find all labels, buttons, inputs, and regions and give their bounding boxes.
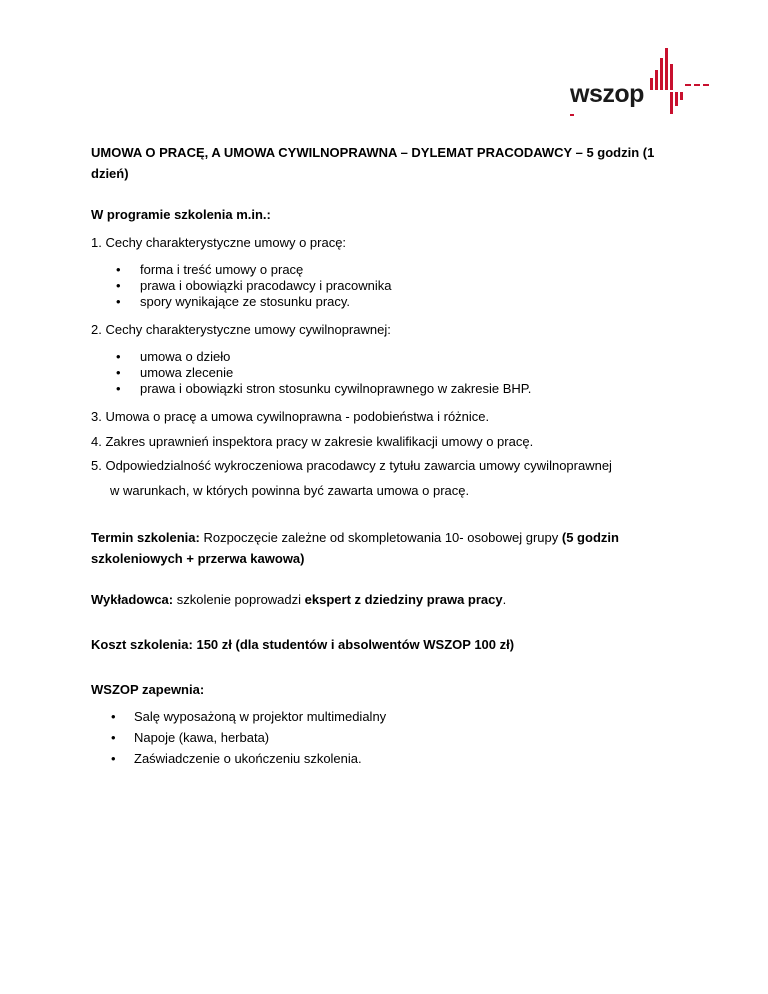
section2-heading: 2. Cechy charakterystyczne umowy cywilnoprawnej: <box>91 322 391 337</box>
termin-paragraph <box>91 527 671 569</box>
bullet: • <box>116 349 121 364</box>
termin-duration: (5 godzin szkoleniowych + przerwa kawowa) <box>91 530 619 566</box>
list-item: • spory wynikające ze stosunku pracy. <box>116 294 351 309</box>
program-heading: W programie szkolenia m.in.: <box>91 207 271 222</box>
section3: 3. Umowa o pracę a umowa cywilnoprawna - podobieństwa i różnice. <box>91 409 490 424</box>
wszop-logo <box>570 48 710 118</box>
wykladowca-expert: ekspert z dziedziny prawa pracy <box>304 592 503 607</box>
section1-list <box>116 262 616 310</box>
wykladowca-label: Wykładowca: <box>91 592 174 607</box>
list-item: • Zaświadczenie o ukończeniu szkolenia. <box>111 751 362 766</box>
section5-line2: w warunkach, w których powinna być zawarta umowa o pracę. <box>110 483 470 498</box>
bullet: • <box>116 365 121 380</box>
list-item: • forma i treść umowy o pracę <box>116 262 304 277</box>
zapewnia-list <box>111 709 611 772</box>
section1-heading: 1. Cechy charakterystyczne umowy o pracę: <box>91 235 347 250</box>
bullet: • <box>116 381 121 396</box>
termin-text: Rozpoczęcie zależne od skompletowania 10- osobowej grupy <box>199 530 562 545</box>
logo-text: wszop <box>570 80 644 108</box>
section2-list <box>116 349 676 397</box>
koszt-line: Koszt szkolenia: 150 zł (dla studentów i absolwentów WSZOP 100 zł) <box>91 637 515 652</box>
page-title: UMOWA O PRACĘ, A UMOWA CYWILNOPRAWNA – DYLEMAT PRACODAWCY – 5 godzin (1 dzień) <box>91 145 655 181</box>
termin-label: Termin szkolenia: <box>91 530 200 545</box>
wykladowca-paragraph: Wykładowca: szkolenie poprowadzi ekspert z dziedziny prawa pracy. <box>91 592 507 607</box>
wykladowca-text: szkolenie poprowadzi <box>173 592 305 607</box>
list-item: • umowa zlecenie <box>116 365 234 380</box>
bullet: • <box>116 294 121 309</box>
bullet: • <box>111 709 116 724</box>
bullet: • <box>116 262 121 277</box>
list-item: • umowa o dzieło <box>116 349 231 364</box>
list-item: • prawa i obowiązki pracodawcy i pracownika <box>116 278 392 293</box>
list-item: • prawa i obowiązki stron stosunku cywilnoprawnego w zakresie BHP. <box>116 381 532 396</box>
section5-line1: 5. Odpowiedzialność wykroczeniowa pracodawcy z tytułu zawarcia umowy cywilnoprawnej <box>91 458 612 473</box>
section4: 4. Zakres uprawnień inspektora pracy w zakresie kwalifikacji umowy o pracę. <box>91 434 534 449</box>
zapewnia-heading: WSZOP zapewnia: <box>91 682 205 697</box>
bullet: • <box>111 730 116 745</box>
bullet: • <box>116 278 121 293</box>
list-item: • Napoje (kawa, herbata) <box>111 730 270 745</box>
bullet: • <box>111 751 116 766</box>
list-item: • Salę wyposażoną w projektor multimedialny <box>111 709 387 724</box>
